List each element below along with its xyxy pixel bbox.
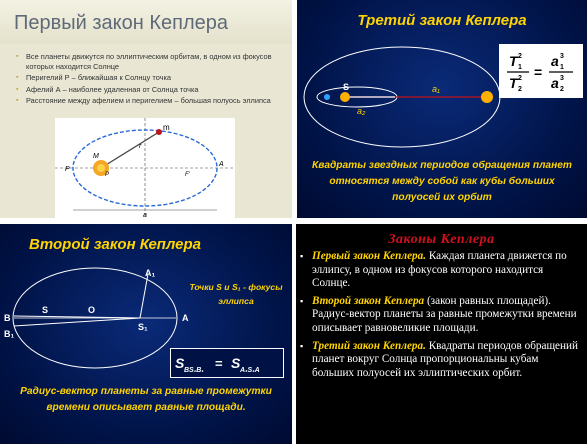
svg-text:3: 3 (560, 53, 564, 60)
label-m: m (163, 123, 170, 132)
svg-text:3: 3 (560, 75, 564, 82)
svg-text:a: a (551, 75, 559, 91)
law-item: ▪ Третий закон Кеплера. Квадраты периодов обращений планет вокруг Солнца пропорциональны кубам больших полуосей их эллиптических орбит. (300, 339, 578, 379)
label-A1: A₁ (145, 268, 156, 278)
svg-text:S: S (231, 355, 241, 371)
label-A: A (182, 313, 189, 323)
svg-text:2: 2 (560, 86, 564, 93)
label-P-focus: P (105, 172, 110, 178)
svg-text:T: T (509, 75, 518, 91)
label-B1: B₁ (4, 329, 15, 339)
third-law-formula (499, 44, 583, 98)
label-M: M (93, 153, 99, 160)
svg-text:BS₁B₁: BS₁B₁ (184, 367, 204, 374)
svg-text:2: 2 (518, 75, 522, 82)
svg-text:S: S (175, 355, 185, 371)
svg-text:1: 1 (518, 64, 522, 71)
slide-caption: Квадраты звездных периодов обращения планет относятся между собой как кубы больших полуосей их орбит (312, 160, 572, 203)
svg-text:=: = (534, 64, 543, 80)
svg-text:a: a (551, 53, 559, 69)
slide-third-law (297, 0, 587, 218)
slide-title: Третий закон Кеплера (357, 12, 527, 29)
svg-text:2: 2 (518, 86, 522, 93)
ellipse-figure (55, 118, 235, 218)
orbit-diagram (55, 118, 235, 218)
label-S: S (343, 82, 350, 92)
svg-text:A₁S₁A: A₁S₁A (240, 367, 260, 374)
label-P-left: P (65, 166, 70, 173)
label-r: r (139, 143, 142, 150)
slide-title: Второй закон Кеплера (29, 236, 201, 253)
slide-laws-summary (296, 224, 587, 444)
svg-text:T: T (509, 53, 518, 69)
slide-title: Первый закон Кеплера (14, 12, 228, 34)
svg-text:1: 1 (560, 64, 564, 71)
slide-second-law (0, 224, 292, 444)
label-a1: a₁ (432, 84, 440, 94)
law-item: ▪ Первый закон Кеплера. Каждая планета движется по эллипсу, в одном из фокусов которого находится Солнце. (300, 250, 567, 290)
label-a: a (143, 212, 147, 218)
bullet-item: ▪ Расстояние между афелием и перигелием – большая полуось эллипса (16, 96, 286, 106)
slide-first-law (0, 0, 292, 218)
label-B: B (4, 313, 11, 323)
svg-text:=: = (215, 356, 223, 371)
label-S1: S₁ (138, 322, 148, 332)
label-F-prime: F' (185, 172, 190, 178)
label-O: O (88, 305, 96, 315)
law-item: ▪ Второй закон Кеплера (закон равных площадей). Радиус-вектор планеты за равные промежутки времени описывает равновеликие площади. (300, 294, 577, 334)
svg-text:2: 2 (518, 53, 522, 60)
bullet-item: ▪ Перигелий Р – ближайшая к Солнцу точка (16, 73, 286, 83)
laws-list (300, 250, 582, 384)
slide-title: Законы Кеплера (388, 232, 495, 247)
label-S: S (42, 305, 49, 315)
bullet-list (16, 52, 286, 108)
second-law-formula (170, 348, 284, 378)
label-A: A (219, 161, 224, 168)
bullet-item: ▪ Все планеты движутся по эллиптическим орбитам, в одном из фокусов которых находится Солнце (16, 52, 286, 71)
bullet-item: ▪ Афелий А – наиболее удаленная от Солнца точка (16, 85, 286, 95)
label-a2: a₂ (357, 106, 366, 116)
foci-note: Точки S и S₁ - фокусы эллипса (189, 282, 283, 306)
slide-caption: Радиус-вектор планеты за равные промежутки времени описывает равные площади. (20, 386, 272, 413)
